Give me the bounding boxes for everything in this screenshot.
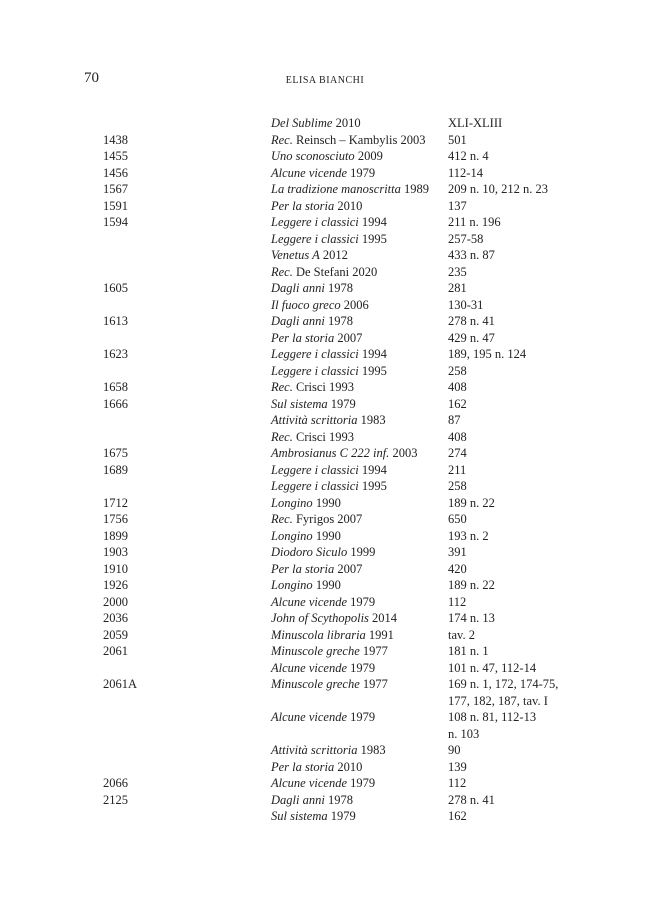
page-reference-line: 258 (448, 479, 467, 493)
manuscript-number: 1591 (103, 198, 128, 213)
page-reference-line: 412 n. 4 (448, 149, 489, 163)
reference-detail: Crisci 1993 (292, 429, 354, 444)
page-references (448, 808, 598, 825)
page-reference-line: 130-31 (448, 297, 484, 312)
page-reference-line: 87 (448, 413, 461, 427)
page-reference-line: 257-58 (448, 231, 484, 246)
reference-detail: 1995 (358, 231, 387, 246)
page-references (448, 759, 598, 776)
reference-detail: 2006 (340, 297, 369, 312)
page-references (448, 511, 598, 528)
page-references (448, 544, 598, 561)
reference-title: Alcune vicende (271, 776, 347, 790)
reference-title: Dagli anni (271, 792, 325, 807)
page-reference-line: 162 (448, 396, 467, 411)
reference-detail: 1994 (358, 462, 387, 477)
page-reference-line: 169 n. 1, 172, 174-75, (448, 677, 559, 691)
page-references (448, 280, 598, 297)
page-references (448, 198, 598, 215)
reference-title: Alcune vicende (271, 594, 347, 609)
reference-detail: 1978 (324, 281, 353, 295)
index-row (0, 660, 650, 677)
reference-detail: 1990 (312, 528, 341, 543)
bibliographic-reference (271, 544, 441, 561)
page-reference-line: 137 (448, 198, 467, 213)
page-references (448, 264, 598, 281)
reference-title: Alcune vicende (271, 710, 347, 724)
page-reference-line: 174 n. 13 (448, 611, 495, 625)
bibliographic-reference (271, 792, 441, 809)
manuscript-number: 1456 (103, 165, 128, 180)
reference-title: Minuscole greche (271, 677, 360, 691)
reference-detail: 1979 (347, 776, 376, 790)
index-row (0, 330, 650, 347)
reference-title: Leggere i classici (271, 347, 359, 361)
manuscript-number: 2059 (103, 627, 128, 642)
page-references (448, 561, 598, 578)
page-reference-line: 108 n. 81, 112-13 (448, 710, 537, 724)
reference-detail: 2007 (334, 330, 363, 345)
manuscript-number: 1438 (103, 132, 128, 147)
reference-title: Alcune vicende (271, 660, 347, 675)
page-references (448, 412, 598, 429)
page-references (448, 247, 598, 264)
reference-title: Longino (271, 495, 313, 510)
reference-title: Attività scrittoria (271, 413, 358, 427)
page-reference-line: 189, 195 n. 124 (448, 347, 527, 361)
bibliographic-reference (271, 594, 441, 611)
manuscript-number: 1455 (103, 149, 128, 163)
index-table (0, 115, 650, 825)
reference-title: Per la storia (271, 198, 335, 213)
reference-title: Rec. (271, 264, 293, 279)
manuscript-number: 1675 (103, 446, 128, 460)
index-row (0, 198, 650, 215)
bibliographic-reference (271, 412, 441, 429)
bibliographic-reference (271, 643, 441, 660)
page-references (448, 115, 598, 132)
reference-detail: 1990 (312, 495, 341, 510)
index-row (0, 115, 650, 132)
page-references (448, 577, 598, 594)
bibliographic-reference (271, 676, 441, 693)
index-row (0, 412, 650, 429)
reference-title: Minuscola libraria (271, 627, 366, 642)
bibliographic-reference (271, 181, 441, 198)
bibliographic-reference (271, 297, 441, 314)
manuscript-number: 1926 (103, 578, 128, 592)
reference-detail: 1979 (347, 660, 376, 675)
reference-detail: 1979 (327, 396, 356, 411)
index-row (0, 528, 650, 545)
reference-title: Longino (271, 578, 313, 592)
index-row (0, 429, 650, 446)
reference-title: Leggere i classici (271, 462, 359, 477)
bibliographic-reference (271, 148, 441, 165)
index-row (0, 165, 650, 182)
reference-title: Alcune vicende (271, 165, 347, 180)
page-references (448, 313, 598, 330)
page-references (448, 660, 598, 677)
reference-title: Per la storia (271, 330, 335, 345)
page-references (448, 462, 598, 479)
page-references (448, 478, 598, 495)
page-references (448, 445, 598, 462)
bibliographic-reference (271, 478, 441, 495)
index-row (0, 132, 650, 149)
reference-detail: 2009 (354, 149, 383, 163)
page-reference-line: 177, 182, 187, tav. I (448, 693, 548, 708)
reference-title: Per la storia (271, 561, 335, 576)
reference-title: Leggere i classici (271, 479, 359, 493)
index-row (0, 379, 650, 396)
bibliographic-reference (271, 396, 441, 413)
bibliographic-reference (271, 313, 441, 330)
page-reference-line: 278 n. 41 (448, 314, 495, 328)
reference-title: Diodoro Siculo (271, 545, 348, 559)
page-references (448, 132, 598, 149)
index-row (0, 396, 650, 413)
bibliographic-reference (271, 610, 441, 627)
reference-title: Dagli anni (271, 281, 325, 295)
bibliographic-reference (271, 429, 441, 446)
index-row (0, 495, 650, 512)
index-row (0, 544, 650, 561)
index-row (0, 709, 650, 742)
reference-detail: 1979 (327, 809, 356, 823)
reference-title: Minuscole greche (271, 644, 360, 658)
page-reference-line: tav. 2 (448, 627, 475, 642)
bibliographic-reference (271, 445, 441, 462)
page-references (448, 610, 598, 627)
index-row (0, 478, 650, 495)
bibliographic-reference (271, 330, 441, 347)
reference-title: Dagli anni (271, 314, 325, 328)
bibliographic-reference (271, 808, 441, 825)
page-references (448, 330, 598, 347)
index-row (0, 742, 650, 759)
page-references (448, 231, 598, 248)
bibliographic-reference (271, 627, 441, 644)
bibliographic-reference (271, 709, 441, 726)
index-row (0, 280, 650, 297)
page-references (448, 627, 598, 644)
reference-title: Leggere i classici (271, 231, 359, 246)
index-row (0, 313, 650, 330)
bibliographic-reference (271, 115, 441, 132)
reference-title: Del Sublime (271, 116, 333, 130)
reference-detail: 2010 (334, 198, 363, 213)
reference-title: Il fuoco greco (271, 297, 341, 312)
bibliographic-reference (271, 247, 441, 264)
page-references (448, 775, 598, 792)
reference-detail: 1979 (347, 594, 376, 609)
page-reference-line: 189 n. 22 (448, 495, 495, 510)
manuscript-number: 2036 (103, 611, 128, 625)
manuscript-number: 1910 (103, 561, 128, 576)
reference-detail: De Stefani 2020 (292, 264, 378, 279)
page-reference-line: 209 n. 10, 212 n. 23 (448, 182, 548, 196)
page-references (448, 643, 598, 660)
reference-detail: Reinsch – Kambylis 2003 (292, 132, 426, 147)
page-reference-line: 391 (448, 545, 467, 559)
bibliographic-reference (271, 363, 441, 380)
manuscript-number: 1666 (103, 396, 128, 411)
index-row (0, 561, 650, 578)
page-reference-line: 162 (448, 809, 467, 823)
running-title: ELISA BIANCHI (285, 75, 365, 86)
page-references (448, 396, 598, 413)
manuscript-number: 2061A (103, 677, 138, 691)
index-row (0, 594, 650, 611)
index-row (0, 759, 650, 776)
bibliographic-reference (271, 561, 441, 578)
reference-detail: 1990 (312, 578, 341, 592)
page-reference-line: 112 (448, 594, 467, 609)
manuscript-number: 2061 (103, 644, 128, 658)
page-references (448, 379, 598, 396)
bibliographic-reference (271, 759, 441, 776)
reference-title: John of Scythopolis (271, 611, 369, 625)
reference-title: Rec. (271, 132, 293, 147)
index-row (0, 247, 650, 264)
index-row (0, 627, 650, 644)
bibliographic-reference (271, 379, 441, 396)
reference-detail: 1978 (324, 792, 353, 807)
page-references (448, 742, 598, 759)
manuscript-number: 1899 (103, 528, 128, 543)
manuscript-number: 1756 (103, 512, 128, 526)
reference-title: Rec. (271, 512, 293, 526)
manuscript-number: 1712 (103, 495, 128, 510)
page-reference-line: 211 (448, 462, 467, 477)
manuscript-number: 1594 (103, 215, 128, 229)
page-reference-line: 650 (448, 512, 467, 526)
manuscript-number: 1567 (103, 182, 128, 196)
index-row (0, 346, 650, 363)
reference-detail: 1977 (359, 644, 388, 658)
page-reference-line: 139 (448, 759, 467, 774)
bibliographic-reference (271, 495, 441, 512)
index-row (0, 577, 650, 594)
reference-detail: 2007 (334, 561, 363, 576)
reference-detail: 2003 (389, 446, 418, 460)
index-row (0, 808, 650, 825)
manuscript-number: 1613 (103, 314, 128, 328)
page-references (448, 181, 598, 198)
page-reference-line: 235 (448, 264, 467, 279)
manuscript-number: 2066 (103, 776, 128, 790)
reference-detail: 1999 (347, 545, 376, 559)
index-row (0, 462, 650, 479)
reference-detail: 1995 (358, 363, 387, 378)
reference-detail: 1991 (365, 627, 394, 642)
page-reference-line: 278 n. 41 (448, 792, 495, 807)
page-reference-line: 420 (448, 561, 467, 576)
manuscript-number: 2125 (103, 792, 128, 807)
page-reference-line: 211 n. 196 (448, 215, 501, 229)
reference-title: Per la storia (271, 759, 335, 774)
page-reference-line: 193 n. 2 (448, 528, 489, 543)
index-row (0, 363, 650, 380)
page-reference-line: 90 (448, 743, 461, 757)
page-number: 70 (84, 70, 99, 86)
bibliographic-reference (271, 660, 441, 677)
manuscript-number: 1903 (103, 545, 128, 559)
page-reference-line: 274 (448, 446, 467, 460)
reference-title: Leggere i classici (271, 363, 359, 378)
bibliographic-reference (271, 742, 441, 759)
reference-detail: 2010 (332, 116, 361, 130)
bibliographic-reference (271, 165, 441, 182)
page-reference-line: 189 n. 22 (448, 578, 495, 592)
page-reference-line: 181 n. 1 (448, 644, 489, 658)
page-references (448, 148, 598, 165)
reference-detail: Fyrigos 2007 (292, 512, 363, 526)
index-row (0, 610, 650, 627)
page-reference-line: 433 n. 87 (448, 248, 495, 262)
bibliographic-reference (271, 528, 441, 545)
index-row (0, 511, 650, 528)
reference-title: Sul sistema (271, 396, 328, 411)
manuscript-number: 1689 (103, 462, 128, 477)
bibliographic-reference (271, 132, 441, 149)
reference-detail: 2014 (368, 611, 398, 625)
reference-detail: 2012 (319, 248, 348, 262)
index-row (0, 264, 650, 281)
reference-title: Attività scrittoria (271, 743, 358, 757)
reference-title: Uno sconosciuto (271, 149, 355, 163)
reference-title: Leggere i classici (271, 215, 359, 229)
page-reference-line: 258 (448, 363, 467, 378)
page-reference-line: 408 (448, 429, 467, 444)
page-reference-line: XLI-XLIII (448, 116, 503, 130)
index-row (0, 297, 650, 314)
reference-detail: 1978 (324, 314, 353, 328)
reference-title: Ambrosianus C 222 inf. (271, 446, 390, 460)
reference-title: Rec. (271, 380, 293, 394)
reference-title: Sul sistema (271, 809, 328, 823)
reference-title: Venetus A (271, 248, 320, 262)
manuscript-number: 1623 (103, 347, 128, 361)
page-reference-line: n. 103 (448, 726, 480, 741)
page-reference-line: 112 (448, 776, 467, 790)
page-references (448, 709, 598, 742)
page-reference-line: 408 (448, 380, 467, 394)
page-reference-line: 281 (448, 281, 467, 295)
manuscript-number: 1658 (103, 380, 128, 394)
reference-detail: 1995 (358, 479, 387, 493)
page-references (448, 676, 598, 709)
page-reference-line: 112-14 (448, 165, 483, 180)
page-reference-line: 501 (448, 132, 467, 147)
reference-detail: 1979 (347, 165, 376, 180)
bibliographic-reference (271, 462, 441, 479)
index-row (0, 643, 650, 660)
bibliographic-reference (271, 198, 441, 215)
page-references (448, 363, 598, 380)
index-row (0, 775, 650, 792)
manuscript-number: 2000 (103, 594, 128, 609)
bibliographic-reference (271, 577, 441, 594)
reference-detail: Crisci 1993 (292, 380, 354, 394)
page-references (448, 528, 598, 545)
page-references (448, 429, 598, 446)
manuscript-number: 1605 (103, 281, 128, 295)
page-references (448, 594, 598, 611)
index-row (0, 676, 650, 709)
reference-detail: 1983 (357, 743, 386, 757)
reference-detail: 1977 (359, 677, 388, 691)
index-row (0, 445, 650, 462)
reference-detail: 1983 (357, 413, 386, 427)
bibliographic-reference (271, 346, 441, 363)
bibliographic-reference (271, 511, 441, 528)
reference-detail: 1989 (400, 182, 429, 196)
reference-title: Longino (271, 528, 313, 543)
page-reference-line: 429 n. 47 (448, 330, 495, 345)
bibliographic-reference (271, 280, 441, 297)
page-references (448, 792, 598, 809)
index-row (0, 231, 650, 248)
page-references (448, 346, 598, 363)
bibliographic-reference (271, 775, 441, 792)
page-references (448, 495, 598, 512)
reference-detail: 2010 (334, 759, 363, 774)
bibliographic-reference (271, 264, 441, 281)
reference-title: Rec. (271, 429, 293, 444)
page-reference-line: 101 n. 47, 112-14 (448, 660, 537, 675)
page-references (448, 297, 598, 314)
reference-detail: 1994 (358, 347, 387, 361)
index-row (0, 148, 650, 165)
bibliographic-reference (271, 231, 441, 248)
page-references (448, 214, 598, 231)
reference-detail: 1979 (347, 710, 376, 724)
index-row (0, 792, 650, 809)
index-row (0, 214, 650, 231)
reference-detail: 1994 (358, 215, 387, 229)
bibliographic-reference (271, 214, 441, 231)
index-row (0, 181, 650, 198)
reference-title: La tradizione manoscritta (271, 182, 401, 196)
page-references (448, 165, 598, 182)
